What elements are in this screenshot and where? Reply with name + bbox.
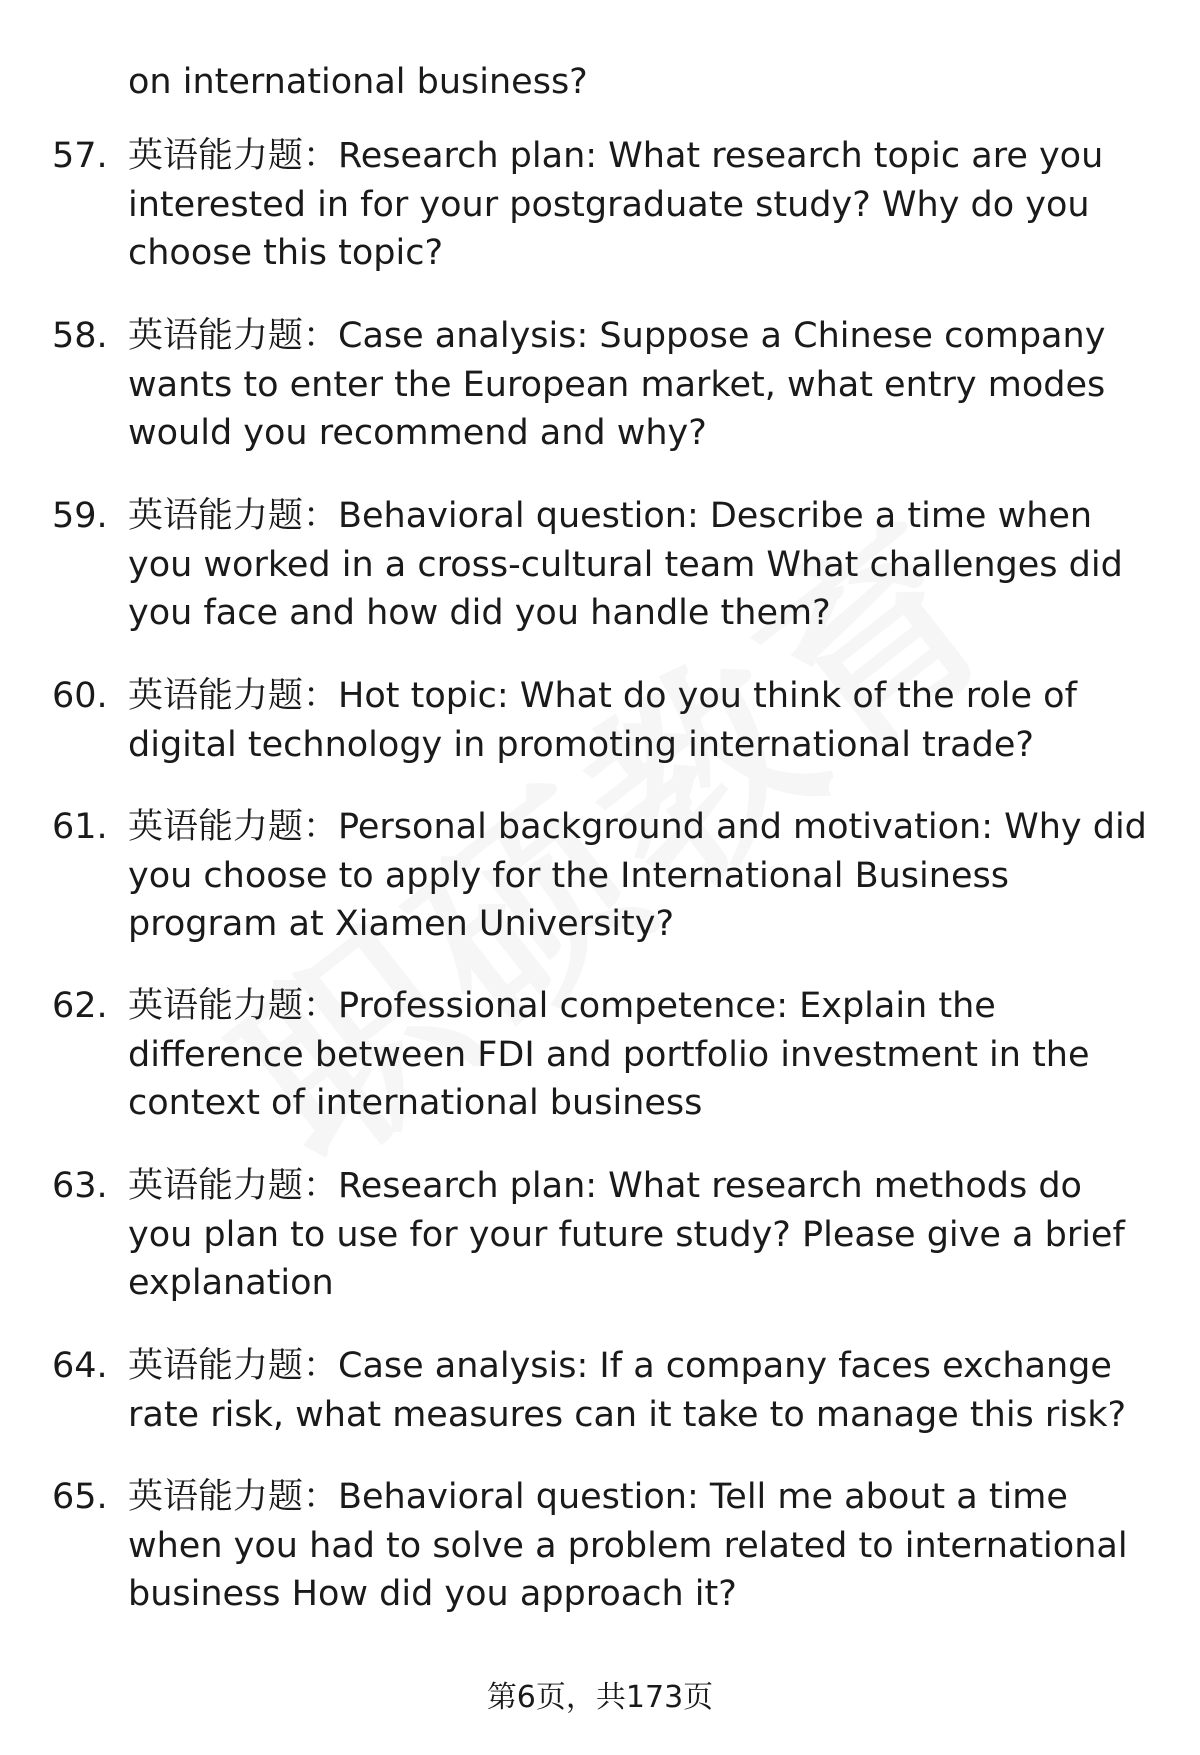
question-number: 61.	[52, 807, 108, 847]
question-number: 63.	[52, 1166, 108, 1206]
question-item	[52, 982, 1162, 1128]
question-body	[128, 803, 1152, 949]
question-item	[52, 1473, 1162, 1619]
question-body	[128, 982, 1152, 1128]
question-text: Research plan: What research topic are you interested in for your postgraduate study? Why do you choose this topic?	[128, 136, 1104, 273]
question-text: Professional competence: Explain the difference between FDI and portfolio investment in the context of international business	[128, 986, 1090, 1123]
question-text: Case analysis: Suppose a Chinese company wants to enter the European market, what entry modes would you recommend and why?	[128, 316, 1106, 453]
question-text: Case analysis: If a company faces exchange rate risk, what measures can it take to manage this risk?	[128, 1346, 1127, 1435]
question-body	[128, 1162, 1152, 1308]
question-text: Behavioral question: Describe a time when you worked in a cross-cultural team What challenges did you face and how did you handle them?	[128, 496, 1123, 633]
question-item	[52, 312, 1162, 458]
question-item	[52, 1162, 1162, 1308]
page-footer: 第6页，共173页	[486, 1680, 714, 1715]
question-tag: 英语能力题：	[128, 986, 339, 1026]
question-tag: 英语能力题：	[128, 1477, 339, 1517]
question-tag: 英语能力题：	[128, 1346, 339, 1386]
question-body	[128, 492, 1152, 638]
question-item	[52, 492, 1162, 638]
question-number: 64.	[52, 1346, 108, 1386]
question-item	[52, 132, 1162, 278]
question-text: Hot topic: What do you think of the role of digital technology in promoting international trade?	[128, 676, 1077, 765]
question-number: 65.	[52, 1477, 108, 1517]
question-tag: 英语能力题：	[128, 807, 339, 847]
question-number: 58.	[52, 316, 108, 356]
question-item	[52, 1342, 1162, 1439]
question-tag: 英语能力题：	[128, 1166, 339, 1206]
question-number: 62.	[52, 986, 108, 1026]
question-body	[128, 1342, 1152, 1439]
question-body	[128, 312, 1152, 458]
question-item	[52, 672, 1162, 769]
question-number: 60.	[52, 676, 108, 716]
question-text: Behavioral question: Tell me about a time when you had to solve a problem related to international business How did you approach it?	[128, 1477, 1128, 1614]
question-text: Personal background and motivation: Why did you choose to apply for the International Business program at Xiamen University?	[128, 807, 1147, 944]
question-item	[52, 803, 1162, 949]
question-body	[128, 1473, 1152, 1619]
question-body	[128, 672, 1152, 769]
question-text: Research plan: What research methods do you plan to use for your future study? Please give a brief explanation	[128, 1166, 1125, 1303]
question-tag: 英语能力题：	[128, 316, 339, 356]
question-tag: 英语能力题：	[128, 676, 339, 716]
continuation-text: on international business?	[128, 62, 588, 102]
question-tag: 英语能力题：	[128, 136, 339, 176]
question-number: 57.	[52, 136, 108, 176]
question-body	[128, 132, 1152, 278]
question-number: 59.	[52, 496, 108, 536]
question-tag: 英语能力题：	[128, 496, 339, 536]
